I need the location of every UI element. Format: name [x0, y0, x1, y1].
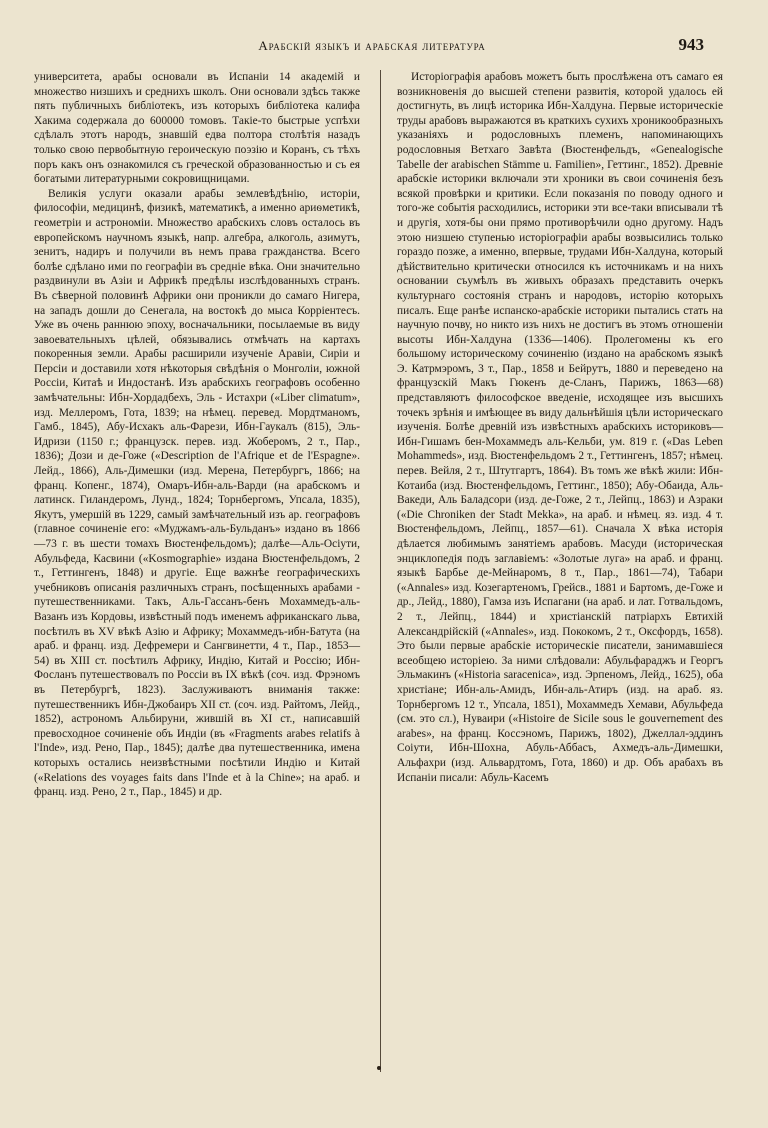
column-divider: [380, 70, 381, 1072]
footer-dot: [377, 1066, 381, 1070]
left-paragraph-1: университета, арабы основали въ Испаніи 14 академій и множество низшихъ и среднихъ школъ. Они основали здѣсь также пять публичныхъ библіотекъ, изъ которыхъ библіотека калифа Хакима содержала до 600000 томовъ. Такіе-то быстрые успѣхи сдѣлалъ этотъ народъ, знавшій едва полтора столѣтія назадъ только свою первобытную героическую поэзію и Коранъ, съ тѣхъ поръ какъ онъ ознакомился съ греческой образованностью и съ ея богатыми литературными сокровищницами.: [34, 71, 360, 186]
left-paragraph-2: Великія услуги оказали арабы землевѣдѣнію, исторіи, философіи, медицинѣ, физикѣ, математикѣ, а именно ариѳметикѣ, геометріи и астрономіи. Множество арабскихъ словъ осталось въ европейскомъ научномъ языкѣ, напр. алгебра, алкоголь, азимутъ, зенитъ, надиръ и получили въ немъ права гражданства. Всего болѣе сдѣлано ими по географіи въ средніе вѣка. Они значительно раздвинули въ Азіи и Африкѣ предѣлы изслѣдованныхъ странъ. Въ сѣверной половинѣ Африки они проникли до самаго Нигера, на западъ дошли до Сенегала, на востокѣ до мыса Корріентесъ. Уже въ очень раннюю эпоху, восначальники, посылаемые въ виду завоевательныхъ цѣлей, обязывались отмѣчать на картахъ покоренныя земли. Арабы расширили изученіе Аравіи, Сиріи и Персіи и доставили хотя нѣкоторыя свѣдѣнія о Монголіи, южной Россіи, Китаѣ и Индостанѣ. Изъ арабскихъ географовъ особенно замѣчательны: Ибн-Хордадбехъ, Эль - Истахри («Liber climatum», изд. Меллеромъ, Гота, 1839; на нѣмец. перевед. Мордтманомъ, Гамб., 1845), Абу-Исхакъ аль-Фарези, Ибн-Гаукалъ (815), Эль-Идризи (1150 г.; французск. перев. изд. Жоберомъ, 2 т., Пар., 1836); Дози и де-Гоже («Description de l'Afrique et de l'Espagne». Лейд., 1866), Аль-Димешки (изд. Мерена, Петербургъ, 1866; на франц. Копенг., 1874), Омаръ-Ибн-аль-Варди (на арабскомъ и латинск. Гиландеромъ, Лунд., 1824; Торнбергомъ, Упсала, 1835), Якутъ, умершій въ 1229, самый замѣчательный изъ ар. географовъ (главное сочиненіе его: «Муджамъ-аль-Бульданъ» издано въ 1866—73 г. въ шести томахъ Вюстенфельдомъ); далѣе—Аль-Осіути, Абульфеда, Касвини («Kosmographie» издана Вюстенфельдомъ, 2 т., Геттингенъ, 1848) и другіе. Еще важнѣе географическихъ учебниковъ описанія различныхъ странъ, посѣщенныхъ арабами - путешественниками. Такъ, Аль-Гассанъ-бенъ Мохаммедъ-аль-Вазанъ изъ Кордовы, извѣстный подъ именемъ африканскаго льва, посѣтилъ въ XV вѣкѣ Азію и Африку; Мохаммедъ-ибн-Батута (на араб. и франц. изд. Дефремери и Сангвинетти, 4 т., Пар., 1853—54) въ XIII ст. посѣтилъ Африку, Индію, Китай и Россію; Ибн-Фосланъ путешествовалъ по Россіи въ IX вѣкѣ (соч. изд. Фрэномъ въ Петербургѣ, 1823). Заслуживаютъ вниманія также: путешественникъ Ибн-Джобаиръ XII ст. (соч. изд. Райтомъ, Лейд., 1852), астрономъ Альбируни, жившій въ XI ст., написавшій превосходное сочиненіе объ Индіи (въ «Fragments arabes relatifs à l'Inde», изд. Рено, Пар., 1845); далѣе два путешественника, имена которыхъ остались неизвѣстными посѣтили Индію и Китай («Relations des voyages faits dans l'Inde et à la Chine»; на араб. и франц. изд. Рено, 2 т., Пар., 1845) и др.: [34, 187, 360, 799]
page-number: 943: [678, 35, 704, 54]
right-column: [397, 70, 723, 785]
header-title: Арабскій языкъ и арабская литература: [258, 38, 486, 53]
right-paragraph-1: Исторіографія арабовъ можетъ быть прослѣжена отъ самаго ея возникновенія до высшей степени развитія, которой удалось ей достигнуть, въ лицѣ историка Ибн-Халдуна. Первые историческіе труды арабовъ выражаются въ краткихъ сухихъ хроникообразныхъ указаніяхъ и родословныхъ племенъ, напоминающихъ родословныя Ветхаго Завѣта (Вюстенфельдъ, «Genealogische Tabelle der arabischen Stämme u. Familien», Геттинг., 1852). Древніе арабскіе историки включали эти хроники въ свои сочиненія безъ всякой провѣрки и критики. Если показанія по поводу одного и того-же событія расходились, историки эти все-таки вписывали тѣ и другія, хотя-бы они прямо противорѣчили одно другому. Надъ этою низшею ступенью исторіографіи арабы возвысились только гораздо позже, а именно, впервые, трудами Ибн-Халдуна, который дѣйствительно критически относился къ источникамъ и на нихъ основании съумѣлъ въ живыхъ образахъ представить очеркъ культурнаго состоянія странъ и народовъ, исторію которыхъ писалъ. Еще ранѣе испанско-арабскіе историки пытались стать на научную почву, но никто изъ нихъ не достигъ въ этомъ отношеніи высоты Ибн-Халдуна (1336—1406). Пролегомены къ его большому историческому сочиненію (издано на арабскомъ языкѣ Э. Катрмэромъ, 3 т., Пар., 1858 и Бейрутъ, 1880 и переведено на французскій Макъ Гюкенъ де-Сланъ, Парижъ, 1863—68) представляютъ философское введеніе, исходящее изъ высшихъ точекъ зрѣнія и имѣющее въ виду дальнѣйшія цѣли историческаго изученія. Болѣе древній изъ извѣстныхъ арабскихъ историковъ—Ибн-Гишамъ бен-Мохаммедъ аль-Кельби, ум. 819 г. («Das Leben Mohammeds», изд. Вюстенфельдомъ 2 т., Геттингенъ, 1857; нѣмец. перев. Вейля, 2 т., Штутгартъ, 1864). Въ томъ же вѣкѣ жили: Ибн-Котаиба (изд. Вюстенфельдомъ, Геттинг., 1850); Абу-Обаида, Аль-Вакеди, Аль Баладсори (изд. де-Гоже, 2 т., Лейпц., 1863) и Азраки («Die Chroniken der Stadt Mekka», на араб. и нѣмец. яз. изд. 4 т. Вюстенфельдомъ, Лейпц., 1857—61). Сначала X вѣка исторія дѣлается любимымъ занятіемъ арабовъ. Масуди (историческая энциклопедія подъ заглавіемъ: «Золотые луга» на араб. и франц. языкѣ Барбье де-Мейнаромъ, 8 т., Пар., 1861—74), Табари («Annales» изд. Козегартеномъ, Грейсв., 1881 и Бартомъ, де-Гоже и др., Лейд., 1880), Гамза изъ Испагани (на араб. и лат. Готвальдомъ, 2 т., Лейпц., 1844) и христіанскій патріархъ Евтихій Александрійскій («Annales», изд. Пококомъ, 2 т., Оксфордъ, 1658). Это были первые арабскіе историческіе писатели, занимавшіеся всеобщею исторіею. За ними слѣдовали: Абульфараджъ и Георгъ Эльмакинъ («Historia saracenica», изд. Эрпеномъ, Лейд., 1625), оба христіане; Ибн-аль-Амидъ, Ибн-аль-Атиръ (изд. на араб. яз. Торнбергомъ 12 т., Упсала, 1851), Мохаммедъ Хемави, Абульфеда (см. это сл.), Нуваири («Histoire de Sicile sous le gouvernement des arabes», на франц. Коссэномъ, Парижъ, 1802), Джеллал-эддинъ Соіути, Ибн-Шохна, Абуль-Аббасъ, Ахмедъ-аль-Димешки, Альфахри (изд. Альвардтомъ, Гота, 1860) и др. Объ арабахъ въ Испаніи писали: Абуль-Касемъ: [397, 71, 723, 784]
running-header: [40, 35, 704, 60]
left-column: [34, 70, 360, 800]
